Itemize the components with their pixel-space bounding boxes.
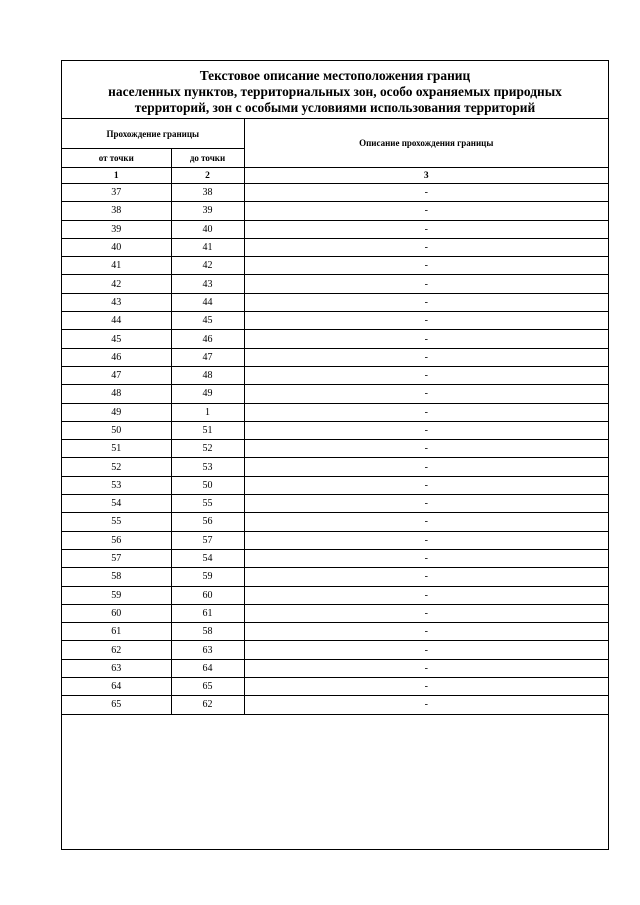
table-row — [62, 549, 608, 567]
title-line-2: населенных пунктов, территориальных зон, особо охраняемых природных — [108, 84, 562, 99]
cell-description: - — [244, 312, 608, 330]
cell-from: 49 — [62, 403, 171, 421]
table-row — [62, 238, 608, 256]
cell-to: 58 — [171, 623, 244, 641]
cell-to: 44 — [171, 293, 244, 311]
table-row — [62, 293, 608, 311]
column-number-3: 3 — [244, 168, 608, 184]
cell-description: - — [244, 513, 608, 531]
cell-to: 40 — [171, 220, 244, 238]
cell-description: - — [244, 238, 608, 256]
cell-to: 62 — [171, 696, 244, 714]
cell-description: - — [244, 403, 608, 421]
table-row — [62, 513, 608, 531]
cell-from: 64 — [62, 678, 171, 696]
cell-description: - — [244, 604, 608, 622]
cell-description: - — [244, 184, 608, 202]
cell-description: - — [244, 202, 608, 220]
table-row — [62, 476, 608, 494]
header-to: до точки — [171, 149, 244, 168]
cell-from: 43 — [62, 293, 171, 311]
cell-from: 40 — [62, 238, 171, 256]
cell-from: 50 — [62, 421, 171, 439]
cell-description: - — [244, 330, 608, 348]
cell-from: 47 — [62, 366, 171, 384]
cell-to: 65 — [171, 678, 244, 696]
cell-to: 50 — [171, 476, 244, 494]
cell-to: 39 — [171, 202, 244, 220]
cell-description: - — [244, 257, 608, 275]
cell-description: - — [244, 421, 608, 439]
header-description: Описание прохождения границы — [244, 119, 608, 168]
cell-description: - — [244, 476, 608, 494]
cell-description: - — [244, 586, 608, 604]
cell-to: 46 — [171, 330, 244, 348]
table-row — [62, 531, 608, 549]
cell-from: 65 — [62, 696, 171, 714]
cell-from: 61 — [62, 623, 171, 641]
cell-from: 52 — [62, 458, 171, 476]
cell-from: 48 — [62, 385, 171, 403]
cell-to: 60 — [171, 586, 244, 604]
cell-description: - — [244, 366, 608, 384]
cell-to: 54 — [171, 549, 244, 567]
table-row — [62, 257, 608, 275]
cell-from: 44 — [62, 312, 171, 330]
cell-from: 58 — [62, 568, 171, 586]
cell-description: - — [244, 495, 608, 513]
table-body — [62, 184, 608, 715]
cell-from: 38 — [62, 202, 171, 220]
title-line-1: Текстовое описание местоположения границ — [199, 68, 471, 83]
cell-description: - — [244, 440, 608, 458]
cell-to: 51 — [171, 421, 244, 439]
cell-description: - — [244, 348, 608, 366]
cell-description: - — [244, 531, 608, 549]
cell-description: - — [244, 458, 608, 476]
cell-from: 57 — [62, 549, 171, 567]
table-row — [62, 696, 608, 714]
table-row — [62, 678, 608, 696]
cell-to: 49 — [171, 385, 244, 403]
cell-from: 63 — [62, 659, 171, 677]
cell-from: 41 — [62, 257, 171, 275]
cell-to: 47 — [171, 348, 244, 366]
cell-from: 51 — [62, 440, 171, 458]
cell-to: 43 — [171, 275, 244, 293]
cell-to: 59 — [171, 568, 244, 586]
cell-from: 62 — [62, 641, 171, 659]
table-row — [62, 348, 608, 366]
cell-description: - — [244, 641, 608, 659]
table-row — [62, 330, 608, 348]
cell-description: - — [244, 659, 608, 677]
cell-description: - — [244, 568, 608, 586]
column-number-1: 1 — [62, 168, 171, 184]
table-row — [62, 184, 608, 202]
cell-from: 37 — [62, 184, 171, 202]
cell-from: 46 — [62, 348, 171, 366]
table-row — [62, 366, 608, 384]
table-row — [62, 623, 608, 641]
cell-to: 57 — [171, 531, 244, 549]
table-row — [62, 604, 608, 622]
cell-description: - — [244, 293, 608, 311]
table-row — [62, 458, 608, 476]
cell-from: 55 — [62, 513, 171, 531]
cell-to: 45 — [171, 312, 244, 330]
table-row — [62, 421, 608, 439]
cell-from: 56 — [62, 531, 171, 549]
cell-from: 59 — [62, 586, 171, 604]
cell-to: 52 — [171, 440, 244, 458]
table-row — [62, 220, 608, 238]
cell-from: 53 — [62, 476, 171, 494]
table-row — [62, 440, 608, 458]
table-row — [62, 385, 608, 403]
cell-from: 60 — [62, 604, 171, 622]
cell-from: 45 — [62, 330, 171, 348]
cell-to: 53 — [171, 458, 244, 476]
cell-to: 42 — [171, 257, 244, 275]
document-frame — [61, 60, 609, 850]
cell-description: - — [244, 678, 608, 696]
title-line-3: территорий, зон с особыми условиями использования территорий — [134, 100, 536, 115]
cell-description: - — [244, 549, 608, 567]
cell-to: 64 — [171, 659, 244, 677]
table-row — [62, 495, 608, 513]
header-passage: Прохождение границы — [62, 119, 244, 149]
column-number-2: 2 — [171, 168, 244, 184]
cell-to: 1 — [171, 403, 244, 421]
cell-to: 55 — [171, 495, 244, 513]
header-from: от точки — [62, 149, 171, 168]
boundary-table — [62, 119, 608, 715]
cell-to: 61 — [171, 604, 244, 622]
cell-to: 63 — [171, 641, 244, 659]
table-row — [62, 568, 608, 586]
table-row — [62, 659, 608, 677]
cell-description: - — [244, 385, 608, 403]
cell-description: - — [244, 696, 608, 714]
table-row — [62, 403, 608, 421]
document-title — [62, 61, 608, 119]
cell-description: - — [244, 220, 608, 238]
cell-to: 41 — [171, 238, 244, 256]
cell-to: 48 — [171, 366, 244, 384]
table-row — [62, 275, 608, 293]
cell-from: 42 — [62, 275, 171, 293]
table-row — [62, 312, 608, 330]
cell-to: 38 — [171, 184, 244, 202]
cell-description: - — [244, 275, 608, 293]
table-row — [62, 586, 608, 604]
table-row — [62, 202, 608, 220]
cell-description: - — [244, 623, 608, 641]
cell-to: 56 — [171, 513, 244, 531]
table-row — [62, 641, 608, 659]
cell-from: 39 — [62, 220, 171, 238]
cell-from: 54 — [62, 495, 171, 513]
